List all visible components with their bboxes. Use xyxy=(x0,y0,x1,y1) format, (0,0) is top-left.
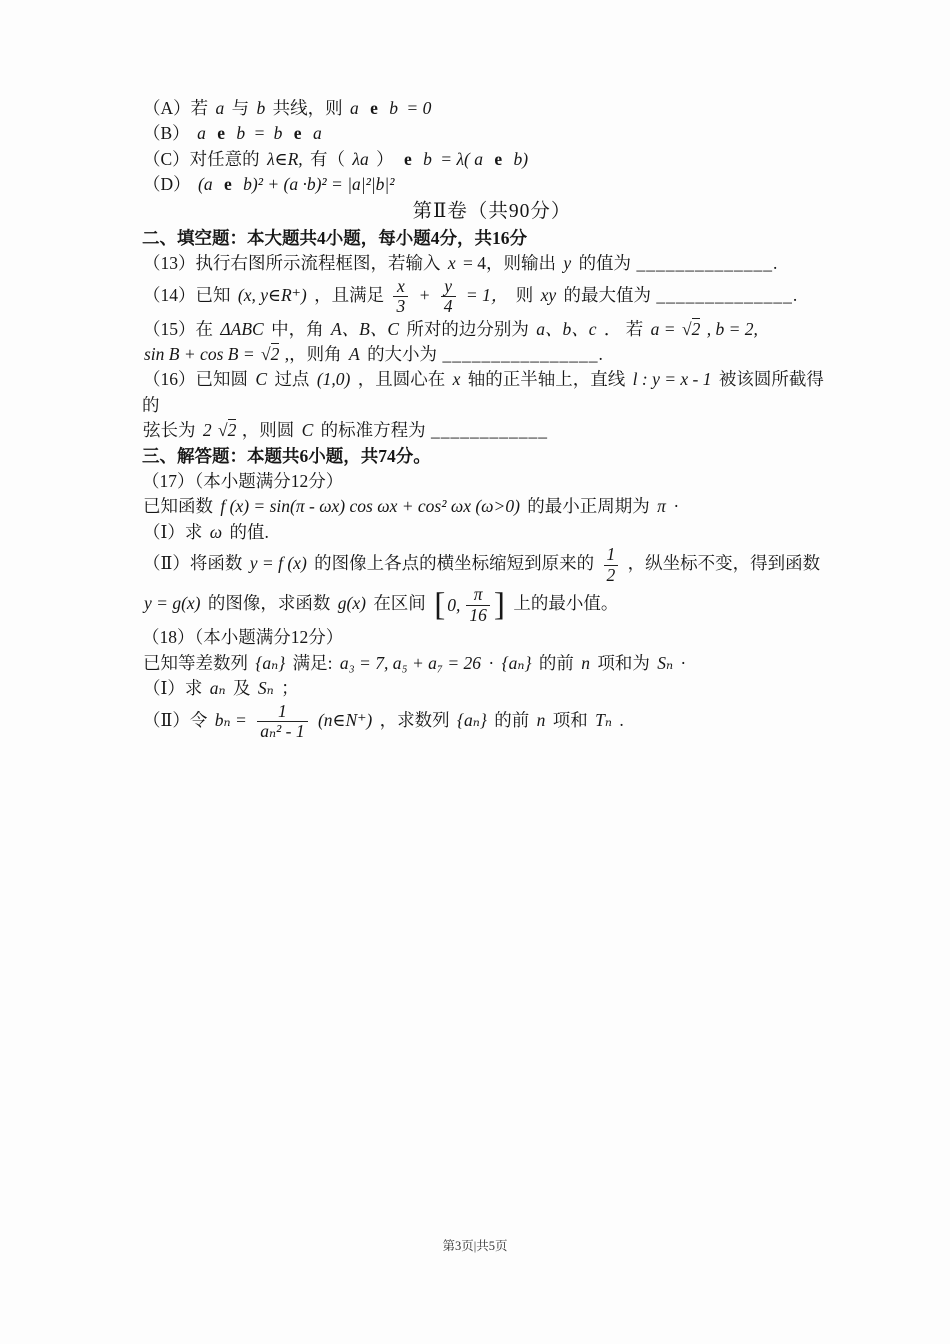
plus-sign: + xyxy=(418,284,431,305)
text-run: 的前 xyxy=(494,709,530,730)
fraction-denominator: aₙ² - 1 xyxy=(257,721,307,742)
text-run: ,，则角 xyxy=(284,344,342,365)
question-17-part-1 xyxy=(142,520,842,545)
math-run: (a xyxy=(198,174,213,195)
vector-a: a xyxy=(197,123,206,144)
question-14 xyxy=(142,277,842,317)
math-var-x: x xyxy=(452,369,461,390)
math-run: λa xyxy=(352,148,369,169)
blank-line: ____________ xyxy=(431,420,549,441)
math-run: λ∈R, xyxy=(267,148,303,169)
vector-b: b xyxy=(423,148,432,169)
text-run: 的值. xyxy=(229,521,269,542)
option-c-label: （C）对任意的 xyxy=(143,148,260,169)
math-run: (n∈N⁺) xyxy=(317,709,373,730)
operator-e: e xyxy=(217,123,225,144)
equals-sign: = xyxy=(253,123,266,144)
radical-sign-icon: √ xyxy=(218,420,228,441)
text-run: 过点 xyxy=(274,369,310,390)
question-17-heading: （17）（本小题满分12分） xyxy=(142,470,344,491)
question-18-heading: （18）（本小题满分12分） xyxy=(142,627,344,648)
interval-lower-bound: 0, xyxy=(447,594,461,615)
math-run: (1,0) xyxy=(316,369,351,390)
math-run: b) xyxy=(513,148,529,169)
exam-content xyxy=(142,96,842,742)
text-run: 项和为 xyxy=(597,652,650,673)
math-run: xy xyxy=(540,284,557,305)
fraction-denominator: 3 xyxy=(393,296,408,317)
text-run: ． 若 xyxy=(603,318,644,339)
math-run: a₃ = 7, a₅ + a₇ = 26 xyxy=(339,652,482,673)
math-run: y = f (x) xyxy=(249,553,307,574)
math-run: g(x) xyxy=(337,593,366,614)
text-run: 的值为 xyxy=(578,253,632,274)
sequence-a-n: {aₙ} xyxy=(457,709,487,730)
operator-e: e xyxy=(223,174,232,195)
text-run: 则 xyxy=(515,284,534,305)
interval-bracket xyxy=(434,585,505,625)
math-omega: ω xyxy=(209,521,223,542)
operator-e: e xyxy=(404,148,412,169)
vector-b: b xyxy=(256,98,266,118)
fraction-b-n xyxy=(257,702,307,742)
text-run: 中，角 xyxy=(271,318,324,339)
square-root xyxy=(682,318,700,339)
radical-sign-icon: √ xyxy=(681,318,692,339)
text-run: 在区间 xyxy=(373,593,426,614)
text-run: 轴的正半轴上，直线 xyxy=(467,369,626,390)
text-run: 的图像，求函数 xyxy=(207,593,331,614)
blank-line: ______________. xyxy=(636,253,779,274)
fraction-denominator: 4 xyxy=(441,296,456,317)
text-run: 弦长为 xyxy=(143,420,196,441)
question-15-line-2 xyxy=(142,342,842,367)
text-run: · xyxy=(680,652,687,673)
vector-a: a xyxy=(350,98,359,118)
sum-S-n: Sₙ xyxy=(657,652,674,673)
vector-a: a xyxy=(312,123,322,144)
section-2-header: 二、填空题：本大题共4小题，每小题4分，共16分 xyxy=(142,227,527,248)
math-var-C: C xyxy=(255,369,268,390)
text-run: 的前 xyxy=(538,652,574,673)
text-run: （Ⅰ）求 xyxy=(143,678,203,699)
math-var-A: A xyxy=(348,344,360,365)
math-run: a = xyxy=(650,318,676,339)
vector-b: b xyxy=(273,123,283,144)
text-run: ，纵坐标不变，得到函数 xyxy=(627,553,821,574)
text-run: 有（ xyxy=(310,148,346,169)
text-run: 上的最小值。 xyxy=(513,593,619,614)
coefficient: 2 xyxy=(202,420,212,441)
sum-S-n: Sₙ xyxy=(257,678,274,699)
operator-e: e xyxy=(370,98,378,118)
text-run: （Ⅰ）求 xyxy=(143,521,203,542)
text-run: · xyxy=(488,652,495,673)
text-run: （15）在 xyxy=(143,318,213,339)
math-run: y = g(x) xyxy=(144,593,201,614)
right-bracket-icon: ] xyxy=(493,586,505,624)
math-run: A、B、C xyxy=(330,318,400,339)
fraction-y-over-4 xyxy=(441,277,456,317)
text-run: 已知等差数列 xyxy=(143,652,248,673)
sequence-a-n: {aₙ} xyxy=(501,652,532,673)
radicand: 2 xyxy=(227,420,237,441)
vector-b: b xyxy=(236,123,246,144)
question-18-part-2 xyxy=(142,702,842,742)
sum-T-n: Tₙ xyxy=(595,709,612,730)
fraction-numerator: 1 xyxy=(278,700,287,721)
fraction-x-over-3 xyxy=(393,277,408,317)
option-c xyxy=(142,147,842,172)
math-var-n: n xyxy=(536,709,546,730)
option-b-label: （B） xyxy=(143,123,190,144)
text-run: ，则圆 xyxy=(241,420,295,441)
math-run: a、b、c xyxy=(536,318,597,339)
text-run: ，且满足 xyxy=(314,284,385,305)
text-run: ，且圆心在 xyxy=(357,369,446,390)
text-run: 的标准方程为 xyxy=(320,420,426,441)
fraction-numerator: x xyxy=(396,275,405,296)
math-run: b)² + (a ·b)² = |a|²|b|² xyxy=(243,174,395,195)
vector-b: b xyxy=(389,98,399,118)
question-18-part-1 xyxy=(142,676,842,701)
question-16-line-1 xyxy=(142,367,842,418)
square-root xyxy=(218,419,236,440)
fraction-denominator: 2 xyxy=(604,565,619,586)
fraction-one-half xyxy=(604,545,619,585)
text-run: （14）已知 xyxy=(143,284,231,305)
fraction-pi-over-16 xyxy=(466,585,490,625)
math-var-y: y xyxy=(563,253,572,274)
equation-tail: = 0 xyxy=(406,98,432,118)
page-footer xyxy=(0,1236,950,1254)
line-equation: l : y = x - 1 xyxy=(632,369,712,390)
vector-a: a xyxy=(215,98,225,118)
math-var-x: x xyxy=(447,253,456,274)
operator-e: e xyxy=(494,148,503,169)
operator-e: e xyxy=(293,123,302,144)
option-a-label: （A）若 xyxy=(143,98,209,118)
equation-tail: = 1， xyxy=(465,284,509,305)
left-bracket-icon: [ xyxy=(434,586,446,624)
question-18-line-1 xyxy=(142,651,842,676)
option-d-label: （D） xyxy=(143,174,191,195)
blank-line: ________________. xyxy=(442,344,604,365)
text-run: . xyxy=(619,709,624,730)
square-root xyxy=(261,343,279,364)
text-run: 共线，则 xyxy=(272,98,343,118)
question-13 xyxy=(142,251,842,276)
text-run: ） xyxy=(376,148,394,169)
fraction-numerator: y xyxy=(444,275,453,296)
text-run: （16）已知圆 xyxy=(143,369,248,390)
math-run: = λ( a xyxy=(440,148,484,169)
text-run: · xyxy=(673,496,680,517)
triangle-abc: ΔABC xyxy=(220,318,264,339)
text-run: 及 xyxy=(233,678,251,699)
fraction-denominator: 16 xyxy=(466,605,490,626)
page-number: 第3页|共5页 xyxy=(442,1239,508,1253)
text-run: （13）执行右图所示流程框图，若输入 xyxy=(143,253,441,274)
option-b xyxy=(142,121,842,146)
text-run: 被该圆所截得的 xyxy=(142,369,824,415)
function-expression: f (x) = sin(π - ωx) cos ωx + cos² ωx (ω>0) xyxy=(220,496,520,517)
math-run: , b = 2, xyxy=(706,318,758,339)
math-var-n: n xyxy=(581,652,590,673)
question-16-line-2 xyxy=(142,418,842,443)
text-run: 的最小正周期为 xyxy=(527,496,650,517)
section-3-header: 三、解答题：本题共6小题，共74分。 xyxy=(142,445,431,466)
question-17-part-2-line-1 xyxy=(142,545,842,585)
option-a xyxy=(142,96,842,121)
math-run: (x, y∈R⁺) xyxy=(237,284,307,305)
term-a-n: aₙ xyxy=(209,678,226,699)
text-run: （Ⅱ）将函数 xyxy=(143,553,243,574)
text-run: 的图像上各点的横坐标缩短到原来的 xyxy=(314,553,595,574)
math-run: bₙ = xyxy=(214,709,247,730)
text-run: （Ⅱ）令 xyxy=(143,709,208,730)
question-17-line-1 xyxy=(142,494,842,519)
text-run: 满足: xyxy=(292,652,333,673)
radicand: 2 xyxy=(691,318,701,339)
math-pi: π xyxy=(657,496,666,517)
text-run: 与 xyxy=(231,98,250,118)
radicand: 2 xyxy=(270,344,280,365)
question-17-part-2-line-2 xyxy=(142,585,842,625)
fraction-numerator: π xyxy=(473,584,483,605)
text-run: 的大小为 xyxy=(367,344,438,365)
text-run: 项和 xyxy=(552,709,588,730)
text-run: 所对的边分别为 xyxy=(406,318,529,339)
part-title: 第Ⅱ卷（共90分） xyxy=(412,200,572,222)
text-run: ； xyxy=(281,678,299,699)
text-run: ，求数列 xyxy=(379,709,450,730)
blank-line: ______________. xyxy=(656,284,799,305)
fraction-numerator: 1 xyxy=(606,544,616,565)
text-run: 的最大值为 xyxy=(563,284,651,305)
text-run: 已知函数 xyxy=(143,496,213,517)
question-15-line-1 xyxy=(142,317,842,342)
math-var-C: C xyxy=(301,420,314,441)
option-d xyxy=(142,172,842,197)
radical-sign-icon: √ xyxy=(261,344,271,365)
math-run: sin B + cos B = xyxy=(144,344,255,365)
text-run: = 4，则输出 xyxy=(463,253,557,274)
sequence-a-n: {aₙ} xyxy=(255,652,286,673)
